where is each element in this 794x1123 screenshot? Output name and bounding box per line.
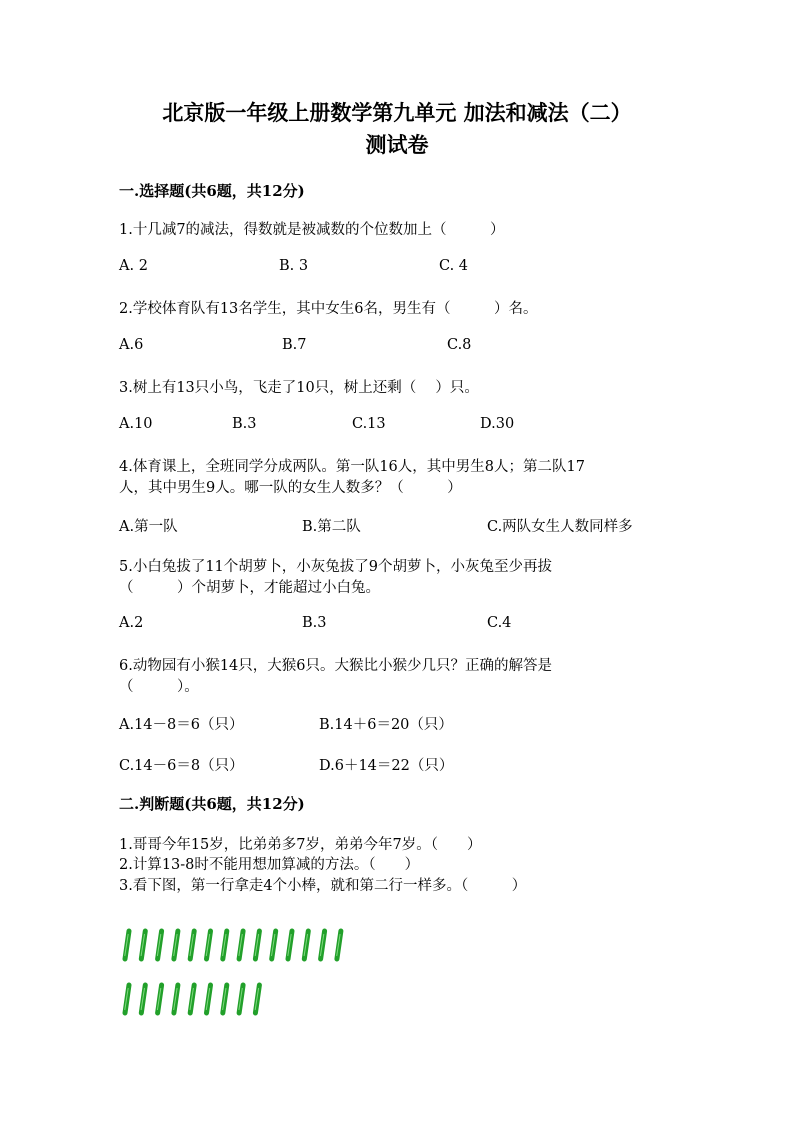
row1-stick <box>288 931 292 959</box>
q4-option-b: B.第二队 <box>302 519 361 535</box>
row1-stick <box>337 931 341 959</box>
row2-stick <box>157 985 161 1013</box>
row1-stick <box>141 931 145 959</box>
q2-option-b: B.7 <box>282 337 307 353</box>
q3-option-c: C.13 <box>352 416 386 432</box>
question-1: 1.十几减7的减法，得数就是被减数的个位数加上（ ） <box>119 222 505 238</box>
judge-item-2: 2.计算13-8时不能用想加算减的方法。（ ） <box>119 857 420 873</box>
q3-option-a: A.10 <box>119 416 153 432</box>
row1-stick <box>223 931 227 959</box>
row1-stick <box>255 931 259 959</box>
q5-option-c: C.4 <box>487 615 512 631</box>
document-title-line2: 测试卷 <box>365 132 429 157</box>
section1-heading: 一.选择题(共6题，共12分) <box>119 182 305 200</box>
question-4-line2: 人，其中男生9人。哪一队的女生人数多？（ ） <box>119 480 462 496</box>
q6-option-a: A.14－8＝6（只） <box>119 717 244 733</box>
row1-stick <box>174 931 178 959</box>
q2-option-c: C.8 <box>447 337 472 353</box>
row2-stick <box>141 985 145 1013</box>
row2-stick <box>206 985 210 1013</box>
q3-option-b: B.3 <box>232 416 257 432</box>
q2-option-a: A.6 <box>119 337 144 353</box>
row2-stick <box>239 985 243 1013</box>
question-5-line1: 5.小白兔拔了11个胡萝卜，小灰兔拔了9个胡萝卜，小灰兔至少再拔 <box>119 559 553 575</box>
row1-stick <box>125 931 129 959</box>
q3-option-d: D.30 <box>480 416 515 432</box>
row2-stick <box>125 985 129 1013</box>
row1-stick <box>239 931 243 959</box>
question-2: 2.学校体育队有13名学生，其中女生6名，男生有（ ）名。 <box>119 301 538 317</box>
q1-option-c: C. 4 <box>439 258 469 274</box>
sticks-row-2 <box>121 982 281 1016</box>
row2-stick <box>190 985 194 1013</box>
sticks-row-1 <box>121 928 361 962</box>
judge-item-3: 3.看下图，第一行拿走4个小棒，就和第二行一样多。（ ） <box>119 878 527 894</box>
row2-stick <box>255 985 259 1013</box>
q1-option-b: B. 3 <box>279 258 309 274</box>
q4-option-a: A.第一队 <box>119 519 178 535</box>
row1-stick <box>157 931 161 959</box>
question-5-line2: （ ）个胡萝卜，才能超过小白兔。 <box>119 580 380 596</box>
q5-option-b: B.3 <box>302 615 327 631</box>
q5-option-a: A.2 <box>119 615 144 631</box>
question-3: 3.树上有13只小鸟，飞走了10只，树上还剩（ ）只。 <box>119 380 479 396</box>
judge-item-1: 1.哥哥今年15岁，比弟弟多7岁，弟弟今年7岁。（ ） <box>119 837 482 853</box>
row2-stick <box>223 985 227 1013</box>
row2-stick <box>174 985 178 1013</box>
row1-stick <box>320 931 324 959</box>
row1-stick <box>206 931 210 959</box>
question-4-line1: 4.体育课上，全班同学分成两队。第一队16人，其中男生8人；第二队17 <box>119 459 585 475</box>
question-6-line2: （ ）。 <box>119 679 199 695</box>
q6-option-c: C.14－6＝8（只） <box>119 758 244 774</box>
section2-heading: 二.判断题(共6题，共12分) <box>119 795 305 813</box>
row1-stick <box>304 931 308 959</box>
row1-stick <box>272 931 276 959</box>
q4-option-c: C.两队女生人数同样多 <box>487 519 633 535</box>
q6-option-b: B.14＋6＝20（只） <box>319 717 453 733</box>
row1-stick <box>190 931 194 959</box>
question-6-line1: 6.动物园有小猴14只，大猴6只。大猴比小猴少几只？正确的解答是 <box>119 658 553 674</box>
document-title-line1: 北京版一年级上册数学第九单元 加法和减法（二） <box>162 100 632 125</box>
q6-option-d: D.6＋14＝22（只） <box>319 758 454 774</box>
q1-option-a: A. 2 <box>119 258 148 274</box>
